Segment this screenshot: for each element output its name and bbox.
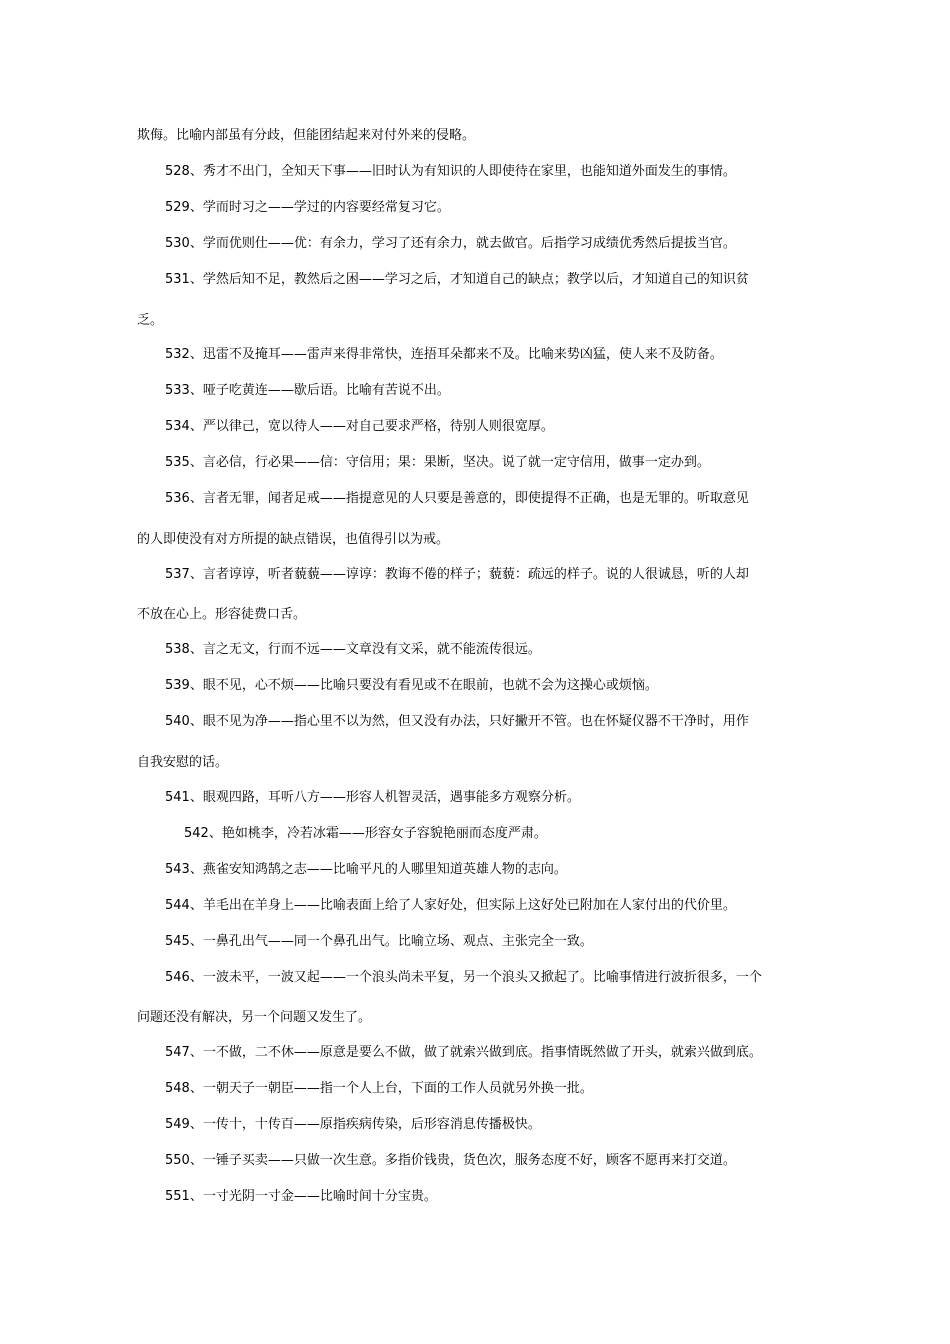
entry-text: 、学而时习之——学过的内容要经常复习它。 — [189, 200, 450, 215]
entry-number: 549 — [165, 1117, 190, 1132]
entry-544 — [165, 898, 736, 914]
line-text: 欺侮。比喻内部虽有分歧，但能团结起来对付外来的侵略。 — [137, 128, 476, 143]
entry-number: 551 — [165, 1189, 190, 1204]
line-text: 问题还没有解决，另一个问题又发生了。 — [137, 1010, 372, 1025]
entry-number: 545 — [165, 934, 190, 949]
entry-539 — [165, 678, 658, 694]
line-text: 的人即使没有对方所提的缺点错误，也值得引以为戒。 — [137, 532, 450, 547]
entry-number: 547 — [165, 1045, 190, 1060]
entry-545 — [165, 934, 593, 950]
entry-541 — [165, 790, 580, 806]
entry-number: 540 — [165, 714, 190, 729]
entry-535 — [165, 455, 710, 471]
entry-text: 、学而优则仕——优：有余力，学习了还有余力，就去做官。后指学习成绩优秀然后提拔当官。 — [189, 236, 736, 251]
entry-number: 539 — [165, 678, 190, 693]
text-line — [137, 607, 306, 623]
entry-number: 546 — [165, 970, 190, 985]
entry-text: 、眼不见为净——指心里不以为然，但又没有办法，只好撇开不管。也在怀疑仪器不干净时，用作 — [189, 714, 749, 729]
entry-text: 、言者无罪，闻者足戒——指提意见的人只要是善意的，即使提得不正确，也是无罪的。听取意见 — [189, 491, 749, 506]
entry-529 — [165, 200, 450, 216]
entry-532 — [165, 347, 723, 363]
entry-540 — [165, 714, 749, 730]
entry-number: 544 — [165, 898, 190, 913]
entry-538 — [165, 642, 541, 658]
entry-text: 、燕雀安知鸿鹄之志——比喻平凡的人哪里知道英雄人物的志向。 — [189, 862, 567, 877]
entry-548 — [165, 1081, 593, 1097]
entry-528 — [165, 164, 736, 180]
entry-533 — [165, 383, 450, 399]
text-line — [137, 755, 228, 771]
text-line — [137, 532, 449, 548]
entry-number: 528 — [165, 164, 190, 179]
text-line — [137, 128, 475, 144]
entry-text: 、秀才不出门，全知天下事——旧时认为有知识的人即使待在家里，也能知道外面发生的事情。 — [189, 164, 736, 179]
line-text: 不放在心上。形容徒费口舌。 — [137, 607, 307, 622]
entry-text: 、一朝天子一朝臣——指一个人上台，下面的工作人员就另外换一批。 — [189, 1081, 593, 1096]
entry-text: 、一鼻孔出气——同一个鼻孔出气。比喻立场、观点、主张完全一致。 — [189, 934, 593, 949]
entry-text: 、言者谆谆，听者藐藐——谆谆：教诲不倦的样子；藐藐：疏远的样子。说的人很诚恳，听的人却 — [189, 567, 749, 582]
entry-536 — [165, 491, 749, 507]
entry-number: 532 — [165, 347, 190, 362]
entry-number: 529 — [165, 200, 190, 215]
entry-547 — [165, 1045, 762, 1061]
entry-number: 531 — [165, 272, 190, 287]
entry-text: 、哑子吃黄连——歇后语。比喻有苦说不出。 — [189, 383, 450, 398]
entry-number: 543 — [165, 862, 190, 877]
entry-number: 533 — [165, 383, 190, 398]
entry-530 — [165, 236, 736, 252]
entry-text: 、言之无文，行而不远——文章没有文采，就不能流传很远。 — [189, 642, 541, 657]
entry-542 — [184, 826, 547, 842]
entry-text: 、眼观四路，耳听八方——形容人机智灵活，遇事能多方观察分析。 — [189, 790, 580, 805]
line-text: 自我安慰的话。 — [137, 755, 229, 770]
entry-text: 、严以律己，宽以待人——对自己要求严格，待别人则很宽厚。 — [189, 419, 554, 434]
entry-550 — [165, 1153, 736, 1169]
entry-text: 、羊毛出在羊身上——比喻表面上给了人家好处，但实际上这好处已附加在人家付出的代价里。 — [189, 898, 736, 913]
line-text: 乏。 — [137, 313, 164, 328]
entry-543 — [165, 862, 567, 878]
entry-text: 、眼不见，心不烦——比喻只要没有看见或不在眼前，也就不会为这操心或烦恼。 — [189, 678, 658, 693]
text-line — [137, 1010, 371, 1026]
entry-number: 537 — [165, 567, 190, 582]
entry-text: 、一传十，十传百——原指疾病传染，后形容消息传播极快。 — [189, 1117, 541, 1132]
entry-text: 、迅雷不及掩耳——雷声来得非常快，连捂耳朵都来不及。比喻来势凶猛，使人来不及防备。 — [189, 347, 723, 362]
entry-537 — [165, 567, 749, 583]
entry-text: 、艳如桃李，冷若冰霜——形容女子容貌艳丽而态度严肃。 — [208, 826, 547, 841]
entry-text: 、一波未平，一波又起——一个浪头尚未平复，另一个浪头又掀起了。比喻事情进行波折很多，一个 — [189, 970, 762, 985]
entry-number: 534 — [165, 419, 190, 434]
entry-number: 530 — [165, 236, 190, 251]
entry-534 — [165, 419, 554, 435]
entry-number: 550 — [165, 1153, 190, 1168]
entry-text: 、一不做，二不休——原意是要么不做，做了就索兴做到底。指事情既然做了开头，就索兴做到底。 — [189, 1045, 762, 1060]
entry-number: 542 — [184, 826, 209, 841]
entry-546 — [165, 970, 762, 986]
entry-number: 538 — [165, 642, 190, 657]
entry-number: 535 — [165, 455, 190, 470]
entry-number: 548 — [165, 1081, 190, 1096]
entry-551 — [165, 1189, 437, 1205]
entry-number: 541 — [165, 790, 190, 805]
entry-text: 、一寸光阴一寸金——比喻时间十分宝贵。 — [189, 1189, 437, 1204]
entry-text: 、学然后知不足，教然后之困——学习之后，才知道自己的缺点；教学以后，才知道自己的知识贫 — [189, 272, 749, 287]
entry-531 — [165, 272, 749, 288]
entry-text: 、一锤子买卖——只做一次生意。多指价钱贵，货色次，服务态度不好，顾客不愿再来打交道。 — [189, 1153, 736, 1168]
text-line — [137, 313, 163, 329]
entry-549 — [165, 1117, 541, 1133]
entry-number: 536 — [165, 491, 190, 506]
entry-text: 、言必信，行必果——信：守信用；果：果断，坚决。说了就一定守信用，做事一定办到。 — [189, 455, 710, 470]
